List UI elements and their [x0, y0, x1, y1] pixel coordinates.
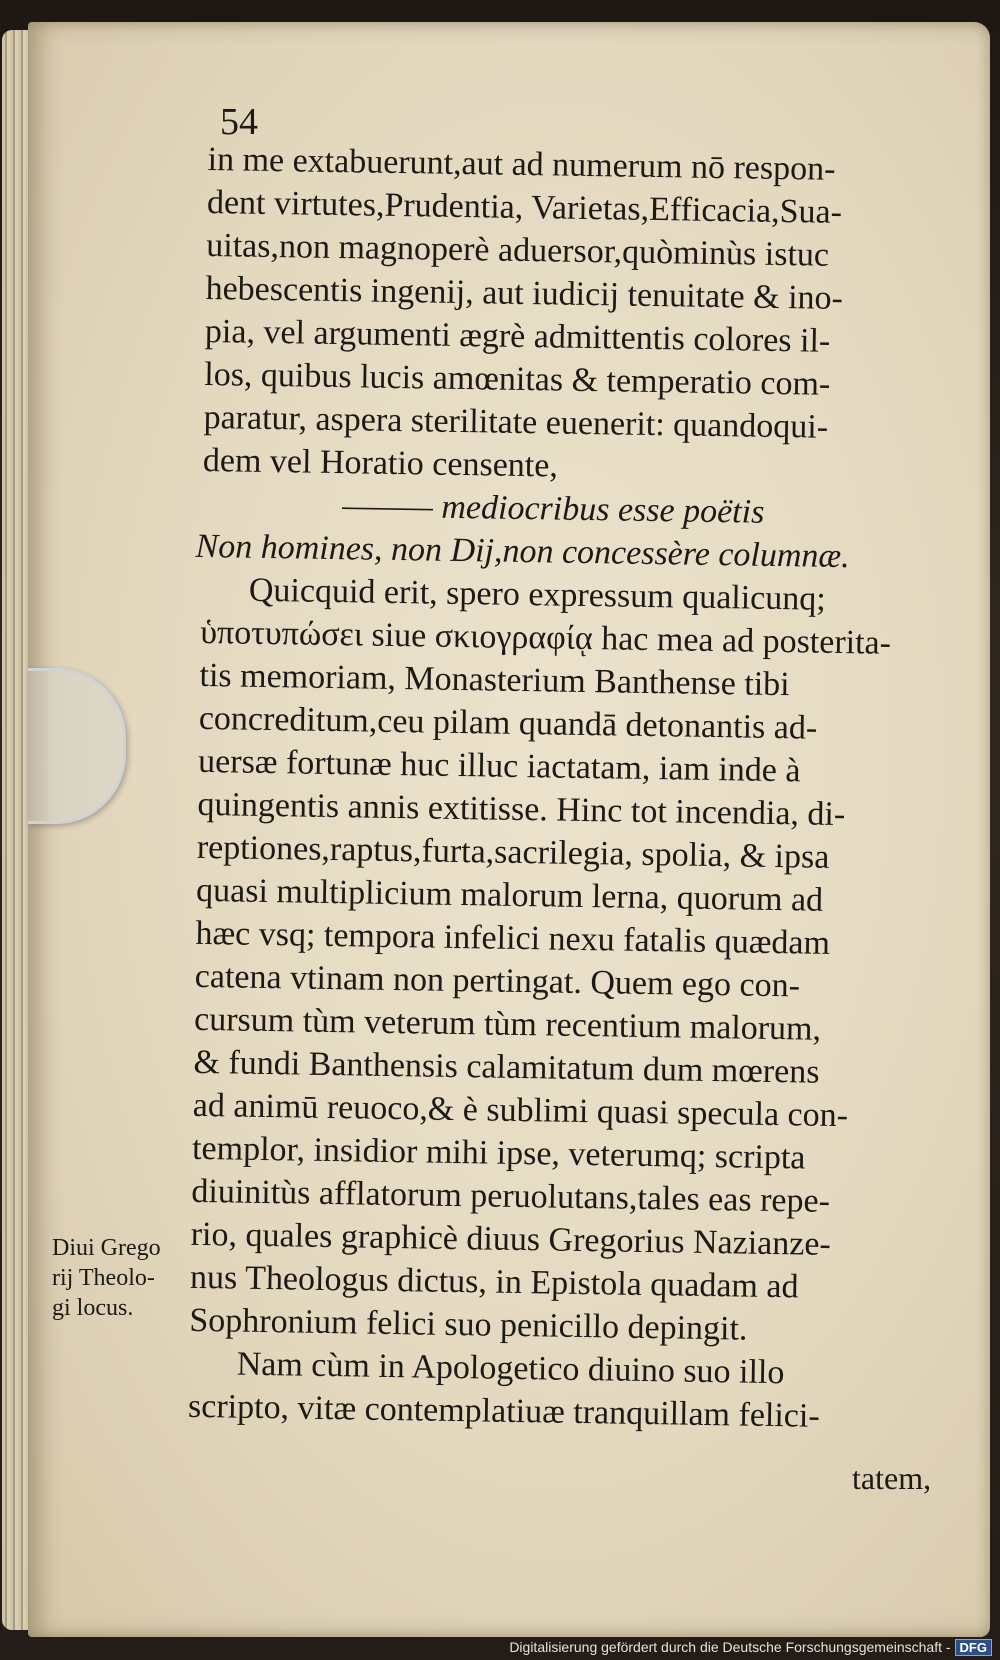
text-line: ὑποτυπώσει siue σκιογραφίᾳ hac mea ad posterita- [199, 613, 892, 662]
text-line: quingentis annis extitisse. Hinc tot incendia, di- [197, 785, 846, 834]
digitization-credit [509, 1639, 992, 1656]
text-line: reptiones,raptus,furta,sacrilegia, spolia, & ipsa [196, 828, 830, 876]
margin-note-line: rij Theolo- [52, 1265, 155, 1291]
credit-text: Digitalisierung gefördert durch die Deutsche Forschungsgemeinschaft - [509, 1639, 951, 1655]
text-line: nus Theologus dictus, in Epistola quadam ad [189, 1258, 799, 1306]
catchword: tatem, [852, 1460, 932, 1496]
body-text [188, 138, 953, 1440]
margin-note [52, 1233, 202, 1323]
text-line: in me extabuerunt,aut ad numerum nō respon- [207, 140, 836, 188]
margin-note-line: gi locus. [52, 1295, 134, 1321]
text-line: diuinitùs afflatorum peruolutans,tales eas repe- [191, 1172, 831, 1220]
text-line: uitas,non magnoperè aduersor,quòminùs istuc [206, 226, 830, 274]
text-line: rio, quales graphicè diuus Gregorius Nazianze- [190, 1215, 832, 1263]
text-line: cursum tùm veterum tùm recentium malorum, [193, 1000, 822, 1048]
text-line: los, quibus lucis amœnitas & temperatio com- [203, 355, 831, 403]
text-line: hæc vsq; tempora infelici nexu fatalis quædam [195, 914, 831, 962]
text-line: hebescentis ingenij, aut iudicij tenuitate & ino- [205, 269, 844, 317]
text-line: uersæ fortunæ huc illuc iactatam, iam inde à [197, 742, 801, 790]
text-line: scripto, vitæ contemplatiuæ tranquillam felici- [187, 1387, 820, 1435]
page-clip [28, 668, 126, 824]
text-line: catena vtinam non pertingat. Quem ego con- [194, 957, 801, 1005]
text-line: templor, insidior mihi ipse, veterumq; scripta [191, 1129, 806, 1177]
text-line: Sophronium felici suo penicillo depingit. [189, 1301, 748, 1348]
text-line: concreditum,ceu pilam quandā detonantis ad- [198, 699, 818, 747]
paragraph-start-line: Quicquid erit, spero expressum qualicunq; [248, 571, 827, 618]
page-number: 54 [220, 101, 258, 143]
quote-line: Non homines, non Dij,non concessère columnæ. [195, 527, 850, 576]
quote-line: ——— mediocribus esse poëtis [341, 487, 765, 531]
dfg-logo: DFG [955, 1639, 992, 1656]
text-line: dem vel Horatio censente, [202, 441, 559, 485]
text-line: dent virtutes,Prudentia, Varietas,Efficacia,Sua- [206, 183, 843, 231]
text-line: pia, vel argumenti ægrè admittentis colores il- [204, 312, 831, 360]
text-line: paratur, aspera sterilitate euenerit: quandoqui- [203, 398, 829, 446]
text-line: & fundi Banthensis calamitatum dum mœrens [193, 1043, 820, 1091]
text-line: ad animū reuoco,& è sublimi quasi specula con- [192, 1086, 849, 1135]
text-line: tis memoriam, Monasterium Banthense tibi [199, 656, 790, 704]
text-line: quasi multiplicium malorum lerna, quorum ad [195, 871, 824, 919]
margin-note-line: Diui Grego [52, 1235, 161, 1261]
paragraph-start-line: Nam cùm in Apologetico diuino suo illo [236, 1345, 785, 1392]
